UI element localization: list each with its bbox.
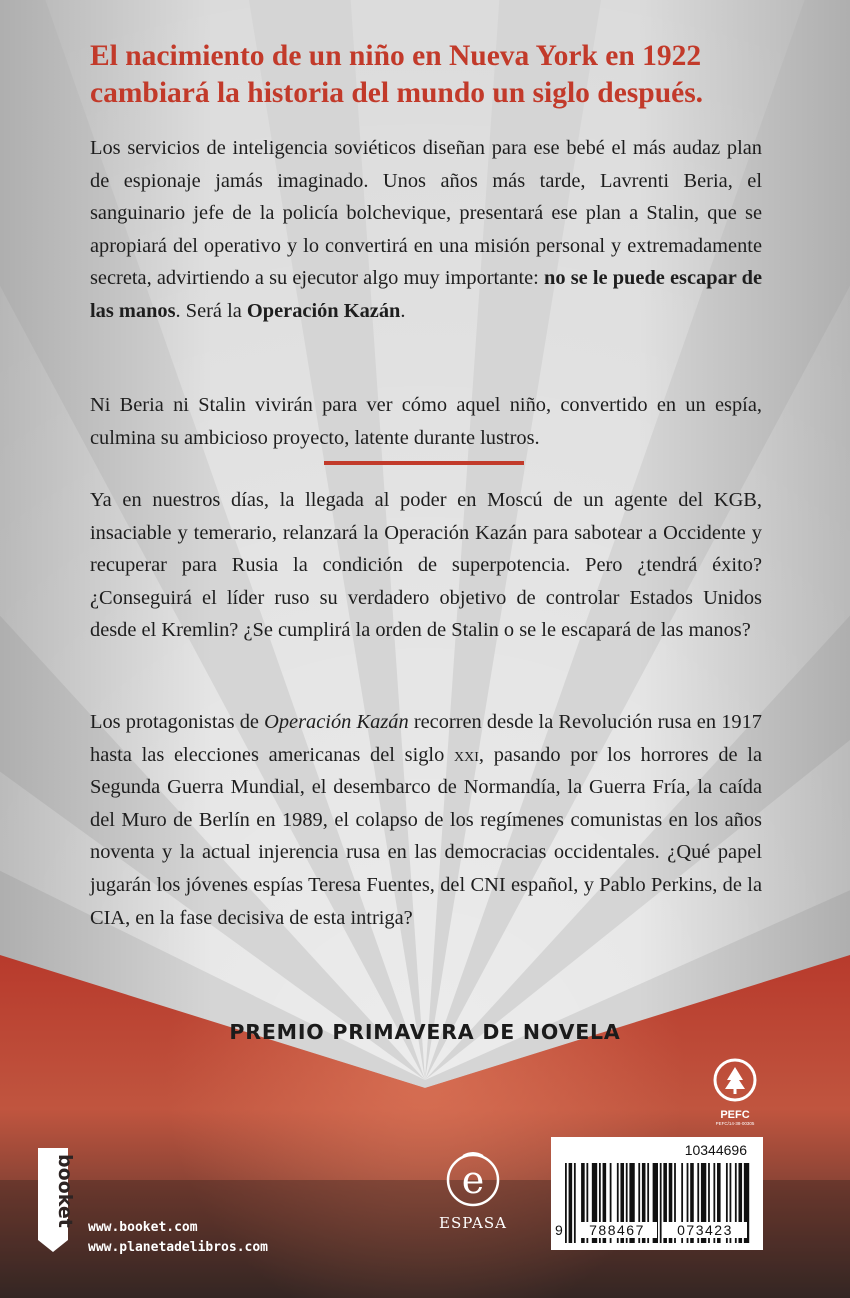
barcode-bar-1 bbox=[569, 1163, 573, 1243]
headline-line-2: cambiará la historia del mundo un siglo después. bbox=[90, 77, 704, 109]
isbn-left-digits: 788467 bbox=[577, 1222, 657, 1238]
synopsis-paragraph-1 bbox=[90, 132, 762, 328]
barcode-bar-17 bbox=[660, 1163, 662, 1243]
award-label: PREMIO PRIMAVERA DE NOVELA bbox=[229, 1020, 621, 1044]
p4-century: xxi bbox=[454, 743, 479, 766]
p1-text-a: Los servicios de inteligencia soviéticos diseñan para ese bebé el más audaz plan de espionaje jamás imaginado. Unos años más tarde, Lavrenti Beria, el sanguinario jefe de la policía bolchevique, presentará ese plan a Stalin, que se apropiará del operativo y lo convertirá en una misión personal y extremadamente secreta, advirtiendo a su ejecutor algo muy importante: bbox=[90, 137, 762, 290]
internal-code: 10344696 bbox=[684, 1142, 747, 1158]
headline-line-1: El nacimiento de un niño en Nueva York en 1922 bbox=[90, 40, 702, 72]
synopsis-paragraph-4 bbox=[90, 706, 762, 934]
headline bbox=[90, 38, 790, 112]
espasa-mark-letter: e bbox=[461, 1158, 485, 1202]
pefc-certification bbox=[704, 1058, 766, 1126]
p4-text-a: Los protagonistas de bbox=[90, 711, 265, 733]
booket-url[interactable]: www.booket.com bbox=[88, 1220, 198, 1235]
synopsis-paragraph-2: Ni Beria ni Stalin vivirán para ver cómo aquel niño, convertido en un espía, culmina su ambicioso proyecto, latente durante lustros. bbox=[90, 394, 762, 449]
p4-italic-title: Operación Kazán bbox=[264, 711, 409, 733]
espasa-emblem-icon bbox=[443, 1150, 503, 1208]
pefc-tree-icon bbox=[713, 1058, 757, 1102]
isbn-barcode bbox=[551, 1137, 763, 1250]
isbn-first-digit: 9 bbox=[555, 1222, 563, 1238]
isbn-right-digits: 073423 bbox=[663, 1222, 747, 1238]
espasa-name: ESPASA bbox=[439, 1214, 507, 1232]
p4-text-b: recorren desde la Revolución rusa en 1917 hasta las elecciones americanas del siglo bbox=[90, 711, 762, 766]
p1-bold-phrase: no se le puede escapar de las manos bbox=[90, 267, 762, 322]
barcode-bar-2 bbox=[574, 1163, 576, 1243]
espasa-logo bbox=[423, 1150, 523, 1232]
p4-text-c: , pasando por los horrores de la Segunda Guerra Mundial, el desembarco de Normandía, la Guerra Fría, la caída del Muro de Berlín en 1989, el colapso de los regímenes comunistas en los años noventa y la actual injerencia rusa en las democracias occidentales. ¿Qué papel jugarán los jóvenes espías Teresa Fuentes, del CNI español, y Pablo Perkins, de la CIA, en la fase decisiva de esta intriga? bbox=[90, 743, 762, 929]
pefc-code: PEFC/14-38-00305 bbox=[715, 1121, 755, 1126]
pefc-name: PEFC bbox=[720, 1109, 750, 1121]
booket-logo-text: booket bbox=[54, 1154, 76, 1228]
synopsis-paragraph-3: Ya en nuestros días, la llegada al poder en Moscú de un agente del KGB, insaciable y temerario, relanzará la Operación Kazán para sabotear a Occidente y recuperar para Rusia la condición de superpotencia. Pero ¿tendrá éxito? ¿Conseguirá el líder ruso su verdadero objetivo de controlar Estados Unidos desde el Kremlin? ¿Se cumplirá la orden de Stalin o se le escapará de las manos? bbox=[90, 489, 762, 642]
publisher-urls bbox=[88, 1218, 268, 1258]
planeta-url[interactable]: www.planetadelibros.com bbox=[88, 1240, 269, 1255]
p1-bold-title: Operación Kazán bbox=[246, 299, 401, 322]
barcode-bar-0 bbox=[565, 1163, 567, 1243]
p1-text-c: . bbox=[400, 299, 406, 322]
p1-text-b: . Será la bbox=[175, 299, 247, 322]
booket-logo bbox=[36, 1148, 76, 1252]
section-divider bbox=[324, 461, 524, 465]
